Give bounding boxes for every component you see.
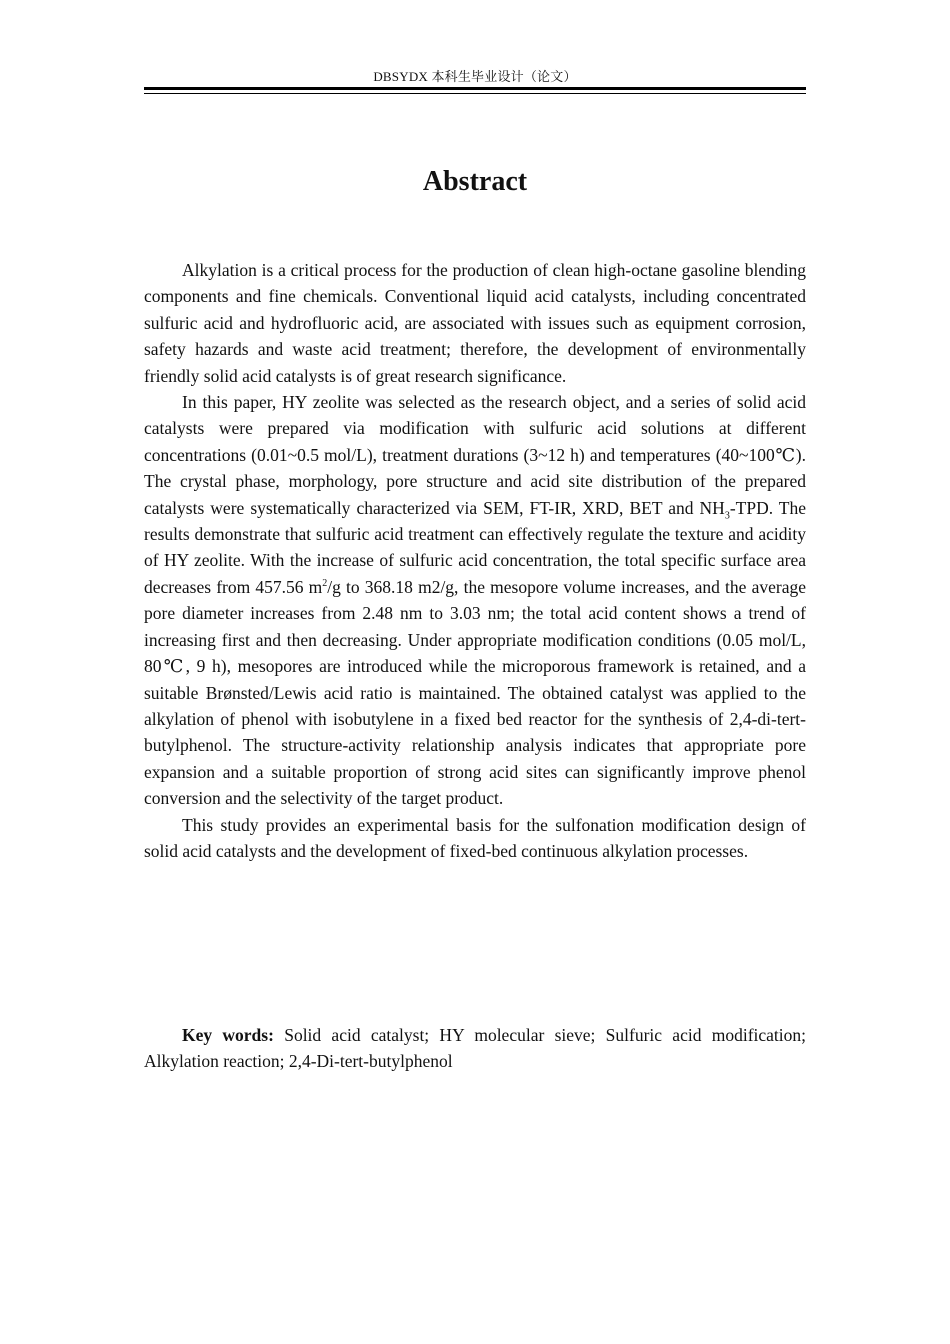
- abstract-p2-part-b: -TPD. The results demonstrate that sulfuric acid treatment can effectively regulate the texture and acidity of HY zeolite. With the increase of sulfuric acid concentration, the total specific surface area decreases from 457.56 m: [144, 497, 806, 597]
- keywords-label: Key words:: [182, 1025, 274, 1045]
- abstract-p2-part-a: In this paper, HY zeolite was selected as the research object, and a series of solid acid catalysts were prepared via modification with sulfuric acid solutions at different concentrations (0.01~0.5 mol/L), treatment durations (3~12 h) and temperatures (40~100℃). The crystal phase, morphology, pore structure and acid site distribution of the prepared catalysts were systematically characterized via SEM, FT-IR, XRD, BET and NH: [144, 392, 806, 518]
- m2-superscript: 2: [322, 578, 328, 590]
- header-double-rule: [144, 87, 806, 94]
- keywords-text: Solid acid catalyst; HY molecular sieve; Sulfuric acid modification; Alkylation reaction; 2,4-Di-tert-butylphenol: [144, 1025, 807, 1072]
- abstract-paragraph-3: This study provides an experimental basis for the sulfonation modification design of solid acid catalysts and the development of fixed-bed continuous alkylation processes.: [144, 814, 806, 861]
- abstract-paragraph-2: [144, 389, 806, 812]
- abstract-p2-part-c: /g to 368.18 m2/g, the mesopore volume increases, and the average pore diameter increases from 2.48 nm to 3.03 nm; the total acid content shows a trend of increasing first and then decreasing. Under appropriate modification conditions (0.05 mol/L, 80℃, 9 h), mesopores are introduced while the microporous framework is retained, and a suitable Brønsted/Lewis acid ratio is maintained. The obtained catalyst was applied to the alkylation of phenol with isobutylene in a fixed bed reactor for the synthesis of 2,4-di-tert-butylphenol. The structure-activity relationship analysis indicates that appropriate pore expansion and a suitable proportion of strong acid sites can significantly improve phenol conversion and the selectivity of the target product.: [144, 576, 806, 809]
- keywords: [144, 1022, 806, 1075]
- nh3-subscript: 3: [724, 510, 730, 522]
- abstract-title: Abstract: [422, 166, 528, 197]
- running-header: DBSYDX 本科生毕业设计（论文）: [373, 69, 577, 84]
- abstract-paragraph-1: Alkylation is a critical process for the production of clean high-octane gasoline blending components and fine chemicals. Conventional liquid acid catalysts, including concentrated sulfuric acid and hydrofluoric acid, are associated with issues such as equipment corrosion, safety hazards and waste acid treatment; therefore, the development of environmentally friendly solid acid catalysts is of great research significance.: [144, 260, 806, 386]
- abstract-body: [144, 257, 806, 864]
